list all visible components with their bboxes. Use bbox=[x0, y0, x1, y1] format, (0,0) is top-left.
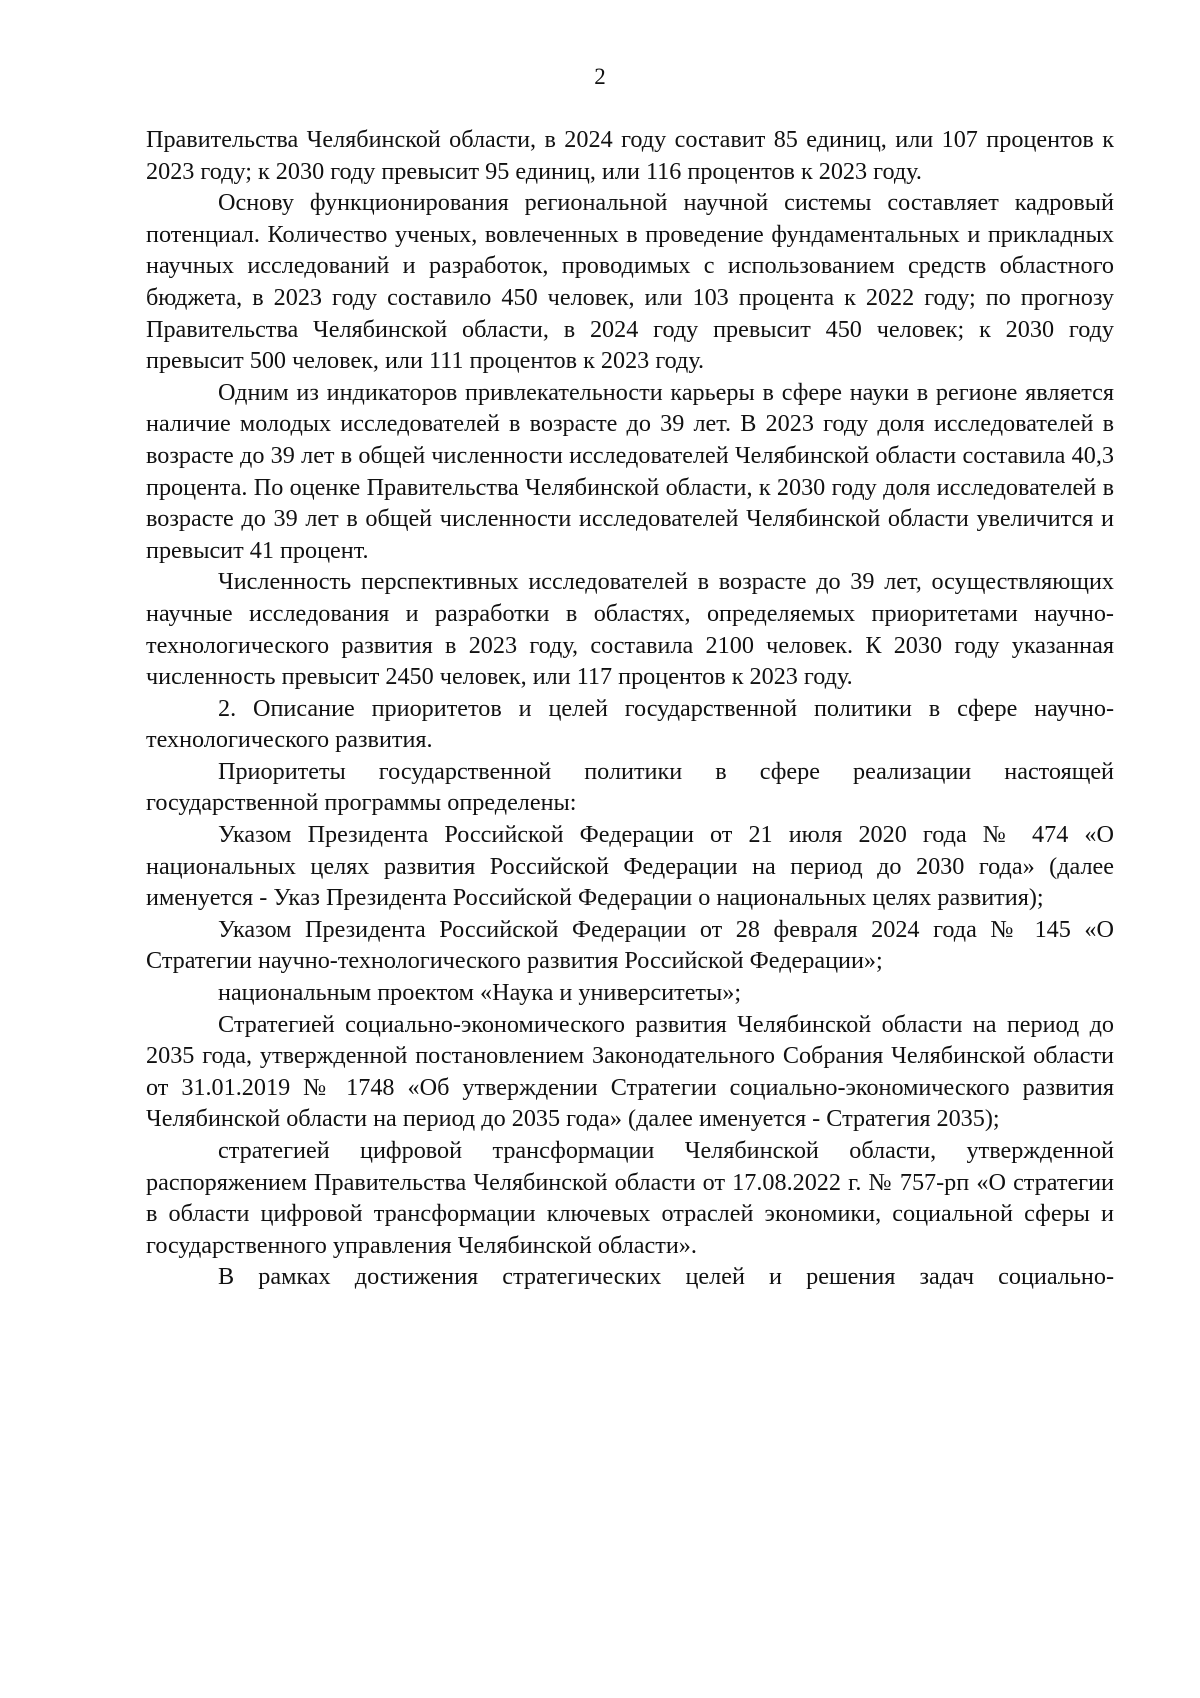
list-item-strategy-2035: Стратегией социально-экономического развития Челябинской области на период до 2035 года, утвержденной постановлением Законодательного Собрания Челябинской области от 31.01.2019 № 1748 «Об утверждении Стратегии социально-экономического развития Челябинской области на период до 2035 года» (далее именуется - Стратегия 2035); bbox=[146, 1010, 1114, 1133]
paragraph-staff-potential: Основу функционирования региональной научной системы составляет кадровый потенциал. Количество ученых, вовлеченных в проведение фундаментальных и прикладных научных исследований и разработок, проводимых с использованием средств областного бюджета, в 2023 году составило 450 человек, или 103 процента к 2022 году; по прогнозу Правительства Челябинской области, в 2024 году превысит 450 человек; к 2030 году превысит 500 человек, или 111 процентов к 2023 году. bbox=[146, 189, 1114, 375]
paragraph-priorities-intro: Приоритеты государственной политики в сфере реализации настоящей государственной программы определены: bbox=[146, 757, 1114, 817]
paragraph-prospective-researchers: Численность перспективных исследователей в возрасте до 39 лет, осуществляющих научные исследования и разработки в областях, определяемых приоритетами научно-технологического развития в 2023 году, составила 2100 человек. К 2030 году указанная численность превысит 2450 человек, или 117 процентов к 2023 году. bbox=[146, 568, 1114, 691]
list-item-decree-474: Указом Президента Российской Федерации от 21 июля 2020 года № 474 «О национальных целях развития Российской Федерации на период до 2030 года» (далее именуется - Указ Президента Российской Федерации о национальных целях развития); bbox=[146, 821, 1114, 912]
paragraph-continuation: Правительства Челябинской области, в 2024 году составит 85 единиц, или 107 процентов к 2023 году; к 2030 году превысит 95 единиц, или 116 процентов к 2023 году. bbox=[146, 126, 1114, 185]
page-number: 2 bbox=[594, 64, 606, 89]
paragraph-young-researchers-share: Одним из индикаторов привлекательности карьеры в сфере науки в регионе является наличие молодых исследователей в возрасте до 39 лет. В 2023 году доля исследователей в возрасте до 39 лет в общей численности исследователей Челябинской области составила 40,3 процента. По оценке Правительства Челябинской области, к 2030 году доля исследователей в возрасте до 39 лет в общей численности исследователей Челябинской области увеличится и превысит 41 процент. bbox=[146, 378, 1114, 564]
list-item-decree-145: Указом Президента Российской Федерации от 28 февраля 2024 года № 145 «О Стратегии научно-технологического развития Российской Федерации»; bbox=[146, 915, 1114, 975]
paragraph-strategic-goals: В рамках достижения стратегических целей и решения задач социально- bbox=[218, 1263, 1114, 1291]
section-heading-priorities: 2. Описание приоритетов и целей государственной политики в сфере научно-технологического развития. bbox=[146, 694, 1114, 754]
document-body bbox=[146, 124, 1114, 1293]
list-item-digital-strategy: стратегией цифровой трансформации Челябинской области, утвержденной распоряжением Правительства Челябинской области от 17.08.2022 г. № 757-рп «О стратегии в области цифровой трансформации ключевых отраслей экономики, социальной сферы и государственного управления Челябинской области». bbox=[146, 1137, 1114, 1259]
list-item-national-project: национальным проектом «Наука и университеты»; bbox=[218, 979, 742, 1007]
